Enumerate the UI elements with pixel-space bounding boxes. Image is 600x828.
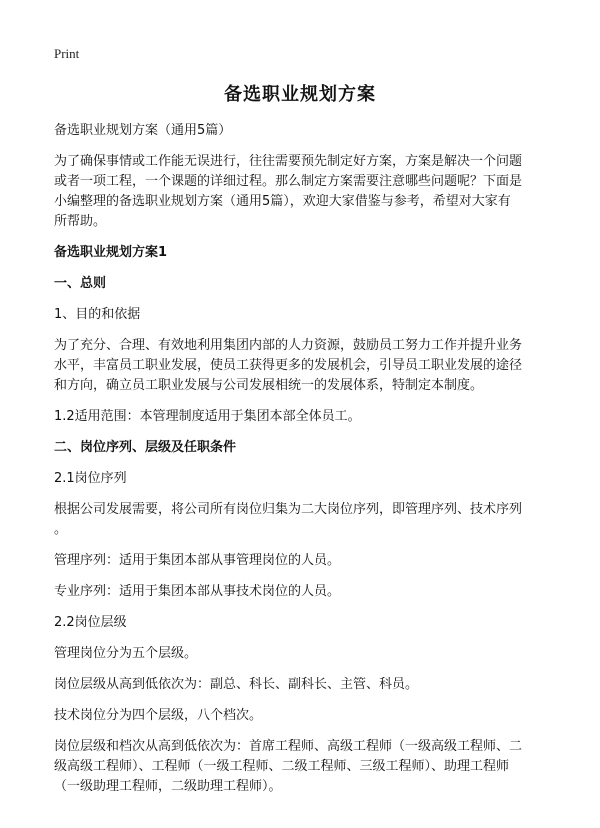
sequence-paragraph (54, 500, 554, 540)
intro-line: 为了确保事情或工作能无误进行，往往需要预先制定好方案，方案是解决一个问题 (54, 154, 523, 169)
subtitle: 备选职业规划方案（通用5篇） (54, 123, 232, 138)
intro-line: 所帮助。 (54, 214, 107, 229)
intro-paragraph (54, 152, 554, 232)
tech-levels-order-line: （一级助理工程师，二级助理工程师）。 (54, 779, 282, 794)
scope-paragraph: 1.2适用范围：本管理制度适用于集团本部全体员工。 (54, 409, 361, 424)
chapter-heading: 二、岗位序列、层级及任职条件 (54, 440, 237, 455)
intro-line: 小编整理的备选职业规划方案（通用5篇），欢迎大家借鉴与参考，希望对大家有 (54, 194, 511, 209)
mgmt-levels-paragraph: 管理岗位分为五个层级。 (54, 646, 198, 661)
item-heading: 1、目的和依据 (54, 307, 141, 322)
print-label: Print (54, 46, 80, 61)
purpose-line: 和方向，确立员工职业发展与公司发展相统一的发展体系，特制定本制度。 (54, 378, 484, 393)
chapter-heading: 一、总则 (54, 276, 107, 291)
purpose-line: 为了充分、合理、有效地利用集团内部的人力资源，鼓励员工努力工作并提升业务 (54, 338, 523, 353)
section-heading: 备选职业规划方案1 (54, 245, 168, 260)
sequence-line: 根据公司发展需要，将公司所有岗位归集为二大岗位序列，即管理序列、技术序列 (54, 502, 523, 517)
document-body (54, 121, 554, 808)
tech-levels-order-line: 岗位层级和档次从高到低依次为：首席工程师、高级工程师（一级高级工程师、二 (54, 739, 523, 754)
tech-levels-order-paragraph (54, 737, 554, 797)
item-heading: 2.2岗位层级 (54, 615, 127, 630)
tech-levels-order-line: 级高级工程师）、工程师（一级工程师、二级工程师、三级工程师）、助理工程师 (54, 759, 510, 774)
mgmt-sequence-paragraph: 管理序列：适用于集团本部从事管理岗位的人员。 (54, 553, 341, 568)
sequence-line: 。 (54, 522, 68, 537)
purpose-line: 水平，丰富员工职业发展，使员工获得更多的发展机会，引导员工职业发展的途径 (54, 358, 523, 373)
document-title: 备选职业规划方案 (224, 84, 376, 105)
tech-sequence-paragraph: 专业序列：适用于集团本部从事技术岗位的人员。 (54, 584, 341, 599)
purpose-paragraph (54, 336, 554, 396)
intro-line: 或者一项工程，一个课题的详细过程。那么制定方案需要注意哪些问题呢？下面是 (54, 174, 523, 189)
item-heading: 2.1岗位序列 (54, 471, 127, 486)
mgmt-levels-order-paragraph: 岗位层级从高到低依次为：副总、科长、副科长、主管、科员。 (54, 677, 419, 692)
tech-levels-paragraph: 技术岗位分为四个层级，八个档次。 (54, 708, 263, 723)
